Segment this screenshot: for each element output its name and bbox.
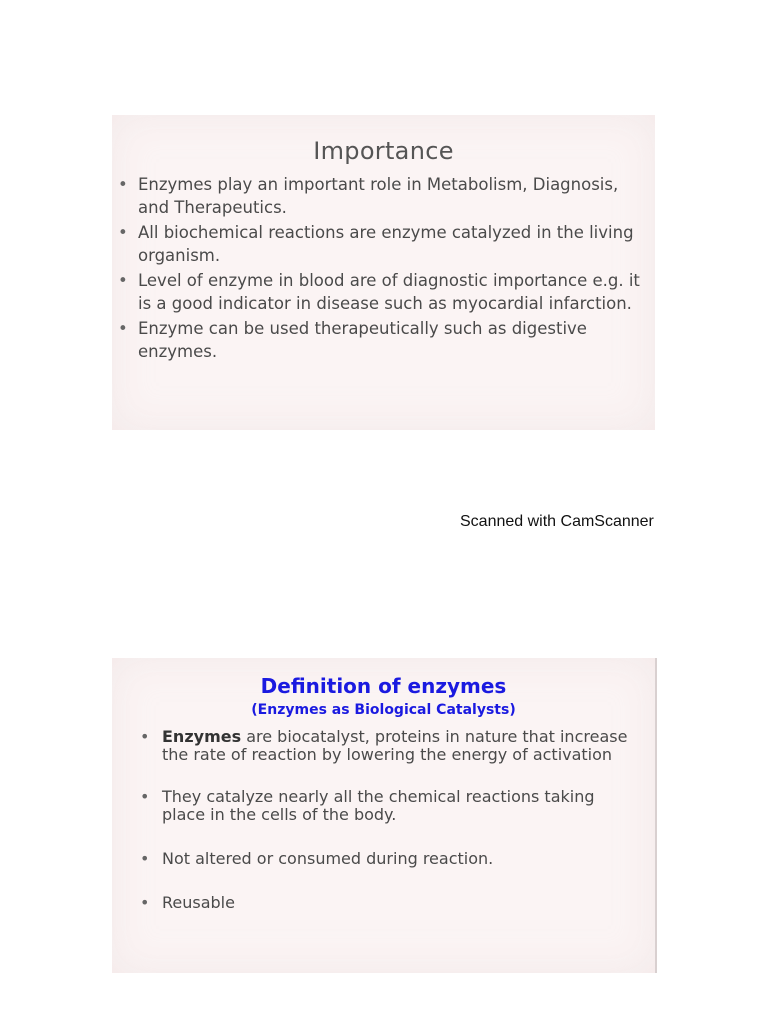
slide-definition bbox=[112, 658, 657, 973]
bullet-list bbox=[140, 728, 637, 912]
list-item: • Level of enzyme in blood are of diagnostic importance e.g. it is a good indicator in disease such as myocardial infarction. bbox=[118, 269, 645, 315]
list-item: • Enzymes play an important role in Metabolism, Diagnosis, and Therapeutics. bbox=[118, 173, 645, 219]
list-item: • Not altered or consumed during reaction. bbox=[140, 850, 637, 868]
slide-title: Importance bbox=[313, 137, 454, 165]
list-item bbox=[140, 728, 637, 764]
slide-subtitle: (Enzymes as Biological Catalysts) bbox=[251, 702, 516, 718]
list-item: • All biochemical reactions are enzyme catalyzed in the living organism. bbox=[118, 221, 645, 267]
slide-importance bbox=[112, 115, 655, 430]
slide-title: Definition of enzymes bbox=[260, 674, 507, 698]
scanner-caption: Scanned with CamScanner bbox=[460, 513, 654, 530]
definition-text: are biocatalyst, proteins in nature that increase the rate of reaction by lowering the energy of activation bbox=[162, 727, 628, 764]
bold-term: Enzymes bbox=[162, 727, 242, 746]
list-item: • They catalyze nearly all the chemical reactions taking place in the cells of the body. bbox=[140, 788, 637, 824]
list-item: • Reusable bbox=[140, 894, 637, 912]
list-item: • Enzyme can be used therapeutically such as digestive enzymes. bbox=[118, 317, 645, 363]
bullet-list bbox=[118, 173, 645, 365]
